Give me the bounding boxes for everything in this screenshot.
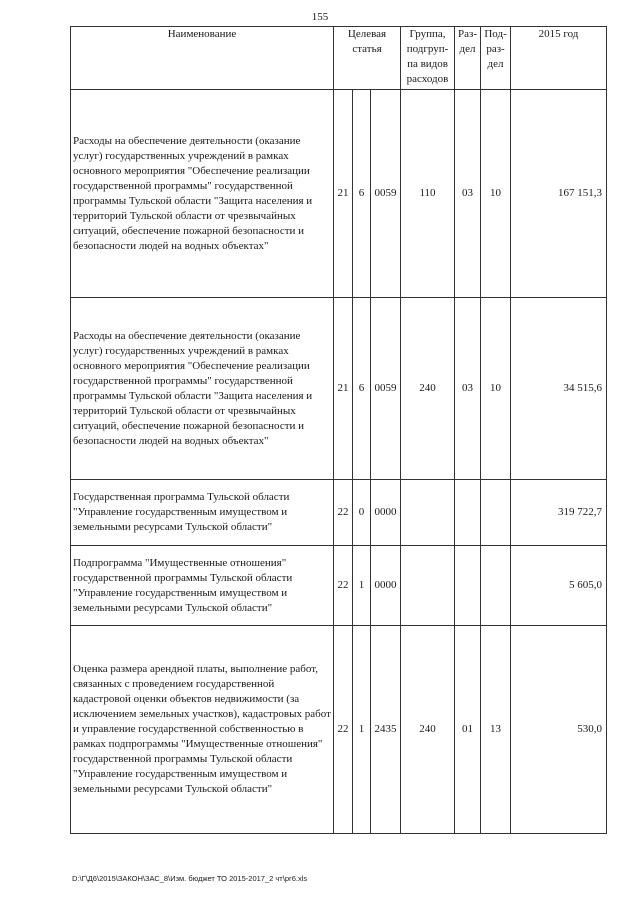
row-cs2: 1 [353,546,371,626]
row-section: 03 [455,90,481,298]
row-group: 240 [401,626,455,834]
row-section [455,480,481,546]
row-name: Государственная программа Тульской области "Управление государственным имуществом и земельными ресурсами Тульской области" [71,480,334,546]
row-amount: 319 722,7 [511,480,607,546]
row-subsection [481,546,511,626]
page-number: 155 [311,11,329,23]
row-group [401,480,455,546]
row-name: Подпрограмма "Имущественные отношения" государственной программы Тульской области "Управление государственным имуществом и земельными ресурсами Тульской области" [71,546,334,626]
row-cs1: 22 [334,626,353,834]
header-target-article: Целевая статья [334,27,401,90]
row-name: Расходы на обеспечение деятельности (оказание услуг) государственных учреждений в рамках основного мероприятия "Обеспечение реализации государственной программы" государственной программы Тульской области "Защита населения и территорий Тульской области от чрезвычайных ситуаций, обеспечение пожарной безопасности и безопасности людей на водных объектах" [71,298,334,480]
row-group: 240 [401,298,455,480]
footer-file-path: D:\Г\Д6\2015\ЗАКОН\ЗАС_8\Изм. бюджет ТО 2015-2017_2 чт\рг6.xls [72,874,308,883]
row-amount: 34 515,6 [511,298,607,480]
row-cs3: 0000 [371,546,401,626]
budget-table [70,26,607,834]
row-amount: 530,0 [511,626,607,834]
row-section [455,546,481,626]
row-subsection: 10 [481,90,511,298]
row-cs1: 22 [334,480,353,546]
table-row [71,298,607,480]
header-group: Группа, подгруп-па видов расходов [401,27,455,90]
row-section: 03 [455,298,481,480]
header-section: Раз-дел [455,27,481,90]
row-cs1: 21 [334,90,353,298]
row-cs3: 0059 [371,298,401,480]
row-amount: 167 151,3 [511,90,607,298]
header-year: 2015 год [511,27,607,90]
row-cs3: 0000 [371,480,401,546]
row-cs2: 1 [353,626,371,834]
row-subsection: 10 [481,298,511,480]
table-header-row [71,27,607,90]
table-row [71,546,607,626]
row-cs2: 6 [353,90,371,298]
table-row [71,626,607,834]
row-cs2: 6 [353,298,371,480]
row-name: Оценка размера арендной платы, выполнение работ, связанных с проведением государственной кадастровой оценки объектов недвижимости (за исключением земельных участков), кадастровых работ и управление государственной собственностью в рамках подпрограммы "Имущественные отношения" государственной программы Тульской области "Управление государственным имуществом и земельными ресурсами Тульской области" [71,626,334,834]
row-amount: 5 605,0 [511,546,607,626]
row-cs3: 0059 [371,90,401,298]
table-row [71,90,607,298]
table-row [71,480,607,546]
row-cs3: 2435 [371,626,401,834]
header-name: Наименование [71,27,334,90]
row-subsection [481,480,511,546]
row-name: Расходы на обеспечение деятельности (оказание услуг) государственных учреждений в рамках основного мероприятия "Обеспечение реализации государственной программы" государственной программы Тульской области "Защита населения и территорий Тульской области от чрезвычайных ситуаций, обеспечение пожарной безопасности и безопасности людей на водных объектах" [71,90,334,298]
row-cs2: 0 [353,480,371,546]
row-cs1: 21 [334,298,353,480]
row-group [401,546,455,626]
row-section: 01 [455,626,481,834]
row-group: 110 [401,90,455,298]
row-subsection: 13 [481,626,511,834]
header-subsection: Под-раз-дел [481,27,511,90]
row-cs1: 22 [334,546,353,626]
